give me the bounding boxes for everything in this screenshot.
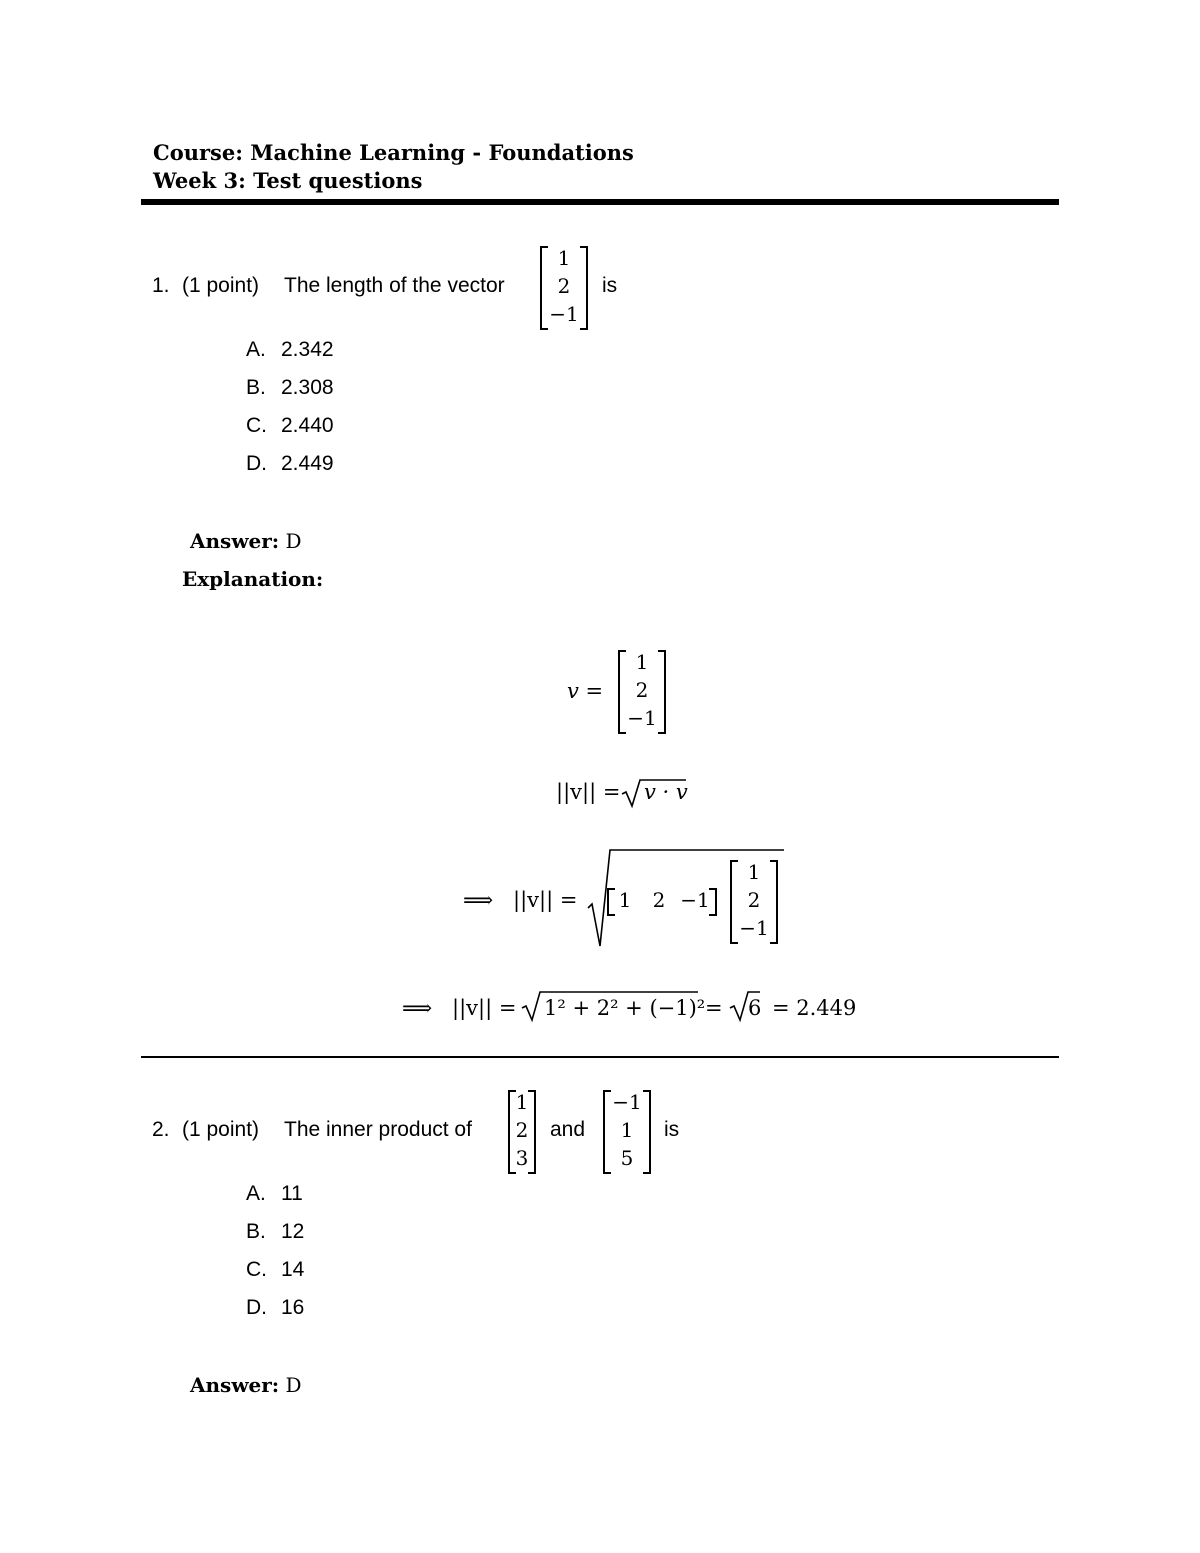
eq3-col-entry: 2: [747, 888, 761, 912]
q2-number: 2.: [152, 1118, 170, 1141]
eq4-lhs: ||v|| =: [452, 996, 517, 1020]
q2-option-a-letter: A.: [246, 1182, 266, 1205]
eq4-radicand-2: 6: [748, 996, 762, 1020]
eq4-equals: =: [705, 996, 723, 1020]
q1-option-d-value: 2.449: [281, 452, 334, 475]
eq4-radicand: 1² + 2² + (−1)²: [544, 996, 706, 1020]
q2-suffix: is: [664, 1118, 680, 1141]
eq3-row-entry: 2: [652, 888, 666, 912]
q2-option-b-letter: B.: [246, 1220, 266, 1243]
q1-option-b-letter: B.: [246, 376, 266, 399]
eq3-col-entry: −1: [739, 916, 769, 940]
q2-option-d-letter: D.: [246, 1296, 267, 1319]
eq3-col-vector: [730, 860, 778, 944]
q1-option-d-letter: D.: [246, 452, 267, 475]
q2-vector-a: [508, 1090, 536, 1174]
q1-vector-entry: −1: [549, 302, 579, 326]
q2-text: The inner product of: [284, 1118, 472, 1141]
eq3-lhs: ||v|| =: [513, 888, 578, 912]
q2-vector-b-entry: 5: [620, 1146, 634, 1170]
q1-vector-entry: 2: [557, 274, 571, 298]
q2-vector-b-entry: −1: [612, 1090, 642, 1114]
q2-option-a-value: 11: [281, 1182, 303, 1205]
q2-points: (1 point): [182, 1118, 260, 1141]
q2-and: and: [550, 1118, 586, 1141]
q2-answer-value: D: [285, 1373, 302, 1397]
week-title: Week 3: Test questions: [153, 168, 423, 193]
q2-vector-b-entry: 1: [620, 1118, 634, 1142]
q1-vector: [540, 246, 588, 330]
q2-vector-a-entry: 3: [515, 1146, 529, 1170]
eq3-implies: ⟹: [463, 888, 494, 912]
eq3-row-entry: 1: [618, 888, 632, 912]
eq2-lhs: ||v|| =: [556, 780, 621, 804]
eq4-implies: ⟹: [402, 996, 433, 1020]
q2-answer-label: Answer:: [190, 1373, 280, 1397]
q1-answer: [190, 529, 302, 553]
q1-number: 1.: [152, 274, 170, 297]
q1-suffix: is: [602, 274, 618, 297]
q2-option-b-value: 12: [281, 1220, 305, 1243]
q1-answer-label: Answer:: [190, 529, 280, 553]
q1-option-c-value: 2.440: [281, 414, 334, 437]
q2-vector-a-entry: 1: [515, 1090, 529, 1114]
eq1-vector: [618, 650, 666, 734]
q1-explanation-label: Explanation:: [182, 567, 324, 591]
q2-option-d-value: 16: [281, 1296, 305, 1319]
q1-option-c-letter: C.: [246, 414, 267, 437]
eq1-vector-entry: 2: [635, 678, 649, 702]
q2-option-c-letter: C.: [246, 1258, 267, 1281]
eq1-lhs: v =: [567, 679, 604, 703]
q2-vector-a-entry: 2: [515, 1118, 529, 1142]
q1-text: The length of the vector: [284, 274, 505, 297]
q1-vector-entry: 1: [557, 246, 571, 270]
q1-option-a-letter: A.: [246, 338, 266, 361]
q2-answer: [190, 1373, 302, 1397]
course-title: Course: Machine Learning - Foundations: [153, 140, 634, 165]
eq2-radicand: v · v: [644, 780, 688, 804]
eq3-row-vector: [607, 888, 717, 916]
eq1-vector-entry: 1: [635, 650, 649, 674]
q1-option-b-value: 2.308: [281, 376, 334, 399]
header-rule: [141, 199, 1059, 205]
eq3-col-entry: 1: [747, 860, 761, 884]
q1-answer-value: D: [285, 529, 302, 553]
eq4-result: = 2.449: [772, 996, 857, 1020]
eq3-row-entry: −1: [680, 888, 710, 912]
eq1-vector-entry: −1: [627, 706, 657, 730]
q2-vector-b: [603, 1090, 651, 1174]
q1-points: (1 point): [182, 274, 260, 297]
question-divider: [141, 1056, 1059, 1058]
q1-option-a-value: 2.342: [281, 338, 334, 361]
q2-option-c-value: 14: [281, 1258, 305, 1281]
